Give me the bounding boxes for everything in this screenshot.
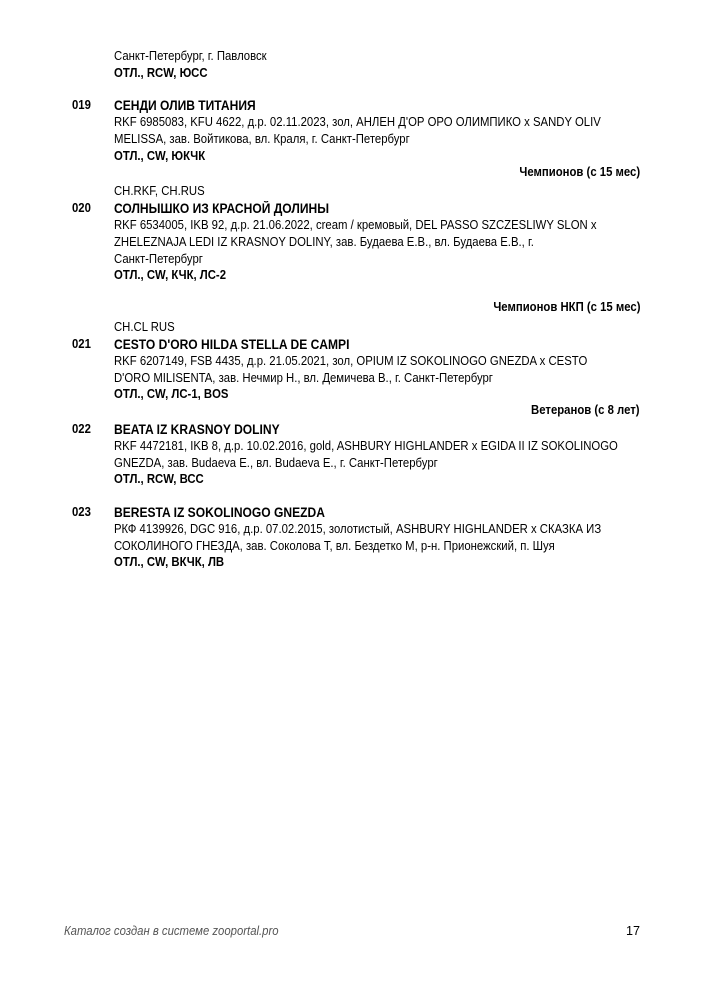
entry-details-line: RKF 6534005, IKB 92, д.р. 21.06.2022, cream / кремовый, DEL PASSO SZCZESLIWY SLON x xyxy=(114,218,597,232)
dog-name: СЕНДИ ОЛИВ ТИТАНИЯ xyxy=(114,98,256,113)
dog-titles: CH.CL RUS xyxy=(114,320,175,334)
entry-details-line: РКФ 4139926, DGC 916, д.р. 07.02.2015, золотистый, ASHBURY HIGHLANDER x СКАЗКА ИЗ xyxy=(114,522,602,536)
page-number: 17 xyxy=(625,924,640,938)
grades-line: ОТЛ., CW, ВКЧК, ЛВ xyxy=(114,555,225,569)
dog-name: СОЛНЫШКО ИЗ КРАСНОЙ ДОЛИНЫ xyxy=(114,201,330,216)
entry-details-line: СОКОЛИНОГО ГНЕЗДА, зав. Соколова Т, вл. Бездетко М, р-н. Прионежский, п. Шуя xyxy=(114,539,555,553)
dog-name: BERESTA IZ SOKOLINOGO GNEZDA xyxy=(114,505,325,520)
dog-titles: CH.RKF, CH.RUS xyxy=(114,184,205,198)
section-heading-champions-nkp: Чемпионов НКП (с 15 мес) xyxy=(492,300,640,314)
grades-line: ОТЛ., RCW, ВСС xyxy=(114,472,204,486)
entry-details-line: RKF 6207149, FSB 4435, д.р. 21.05.2021, зол, OPIUM IZ SOKOLINOGO GNEZDA x CESTO xyxy=(114,354,588,368)
entry-details-line: RKF 4472181, IKB 8, д.р. 10.02.2016, gold, ASHBURY HIGHLANDER x EGIDA II IZ SOKOLINOGO xyxy=(114,439,618,453)
footer-credit: Каталог создан в системе zooportal.pro xyxy=(64,924,279,938)
entry-number: 022 xyxy=(72,422,91,436)
grades-line: ОТЛ., CW, ЛС-1, BOS xyxy=(114,387,229,401)
entry-details-line: MELISSA, зав. Войтикова, вл. Краля, г. Санкт-Петербург xyxy=(114,132,410,146)
entry-details-line: D'ORO MILISENTA, зав. Нечмир Н., вл. Демичева В., г. Санкт-Петербург xyxy=(114,371,493,385)
entry-number: 019 xyxy=(72,98,91,112)
entry-details-line: Санкт-Петербург xyxy=(114,252,203,266)
entry-details-line: GNEZDA, зав. Budaeva E., вл. Budaeva E., г. Санкт-Петербург xyxy=(114,456,438,470)
section-heading-champions: Чемпионов (с 15 мес) xyxy=(519,165,640,179)
entry-number: 021 xyxy=(72,337,91,351)
dog-name: CESTO D'ORO HILDA STELLA DE CAMPI xyxy=(114,337,350,352)
entry-number: 020 xyxy=(72,201,91,215)
grades-line: ОТЛ., CW, КЧК, ЛС-2 xyxy=(114,268,227,282)
dog-name: BEATA IZ KRASNOY DOLINY xyxy=(114,422,280,437)
owner-city-line: Санкт-Петербург, г. Павловск xyxy=(114,49,267,63)
entry-number: 023 xyxy=(72,505,91,519)
grades-line: ОТЛ., RCW, ЮСС xyxy=(114,66,208,80)
entry-details-line: RKF 6985083, KFU 4622, д.р. 02.11.2023, зол, АНЛЕН Д'ОР ОРО ОЛИМПИКО x SANDY OLIV xyxy=(114,115,601,129)
section-heading-veterans: Ветеранов (с 8 лет) xyxy=(531,403,640,417)
entry-details-line: ZHELEZNAJA LEDI IZ KRASNOY DOLINY, зав. Будаева Е.В., вл. Будаева Е.В., г. xyxy=(114,235,534,249)
grades-line: ОТЛ., CW, ЮКЧК xyxy=(114,149,206,163)
